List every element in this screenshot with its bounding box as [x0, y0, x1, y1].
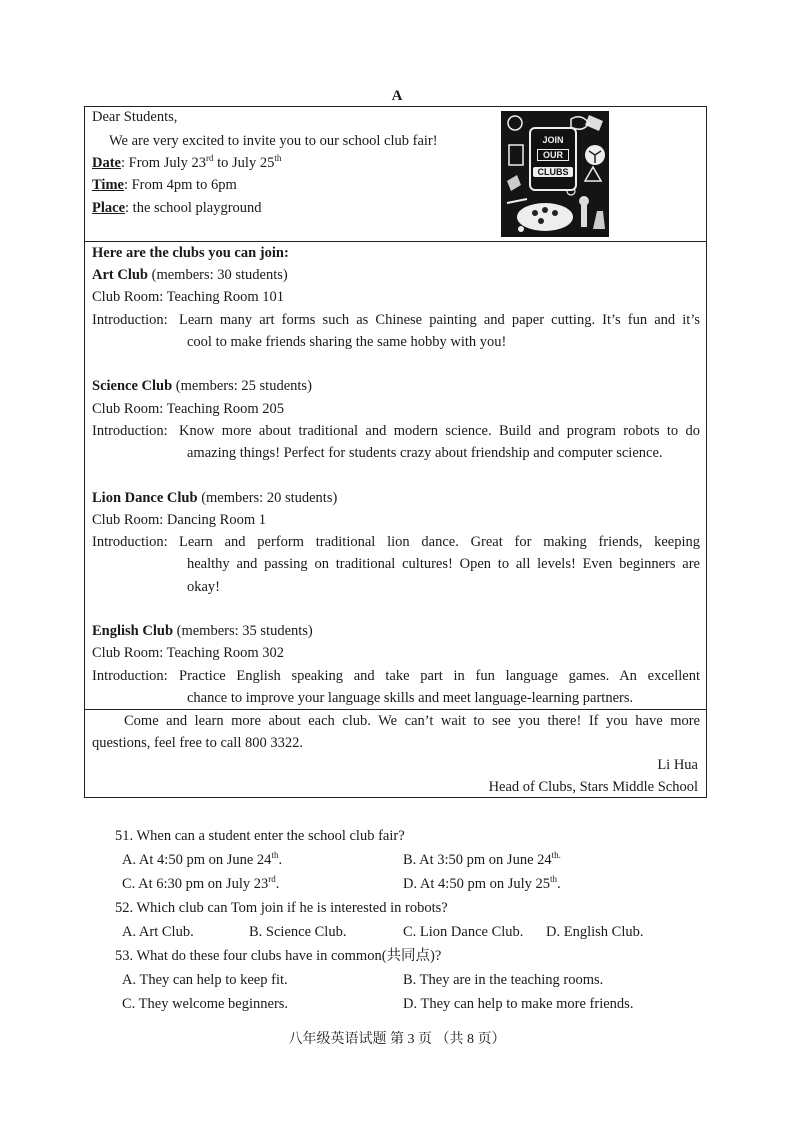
club-intro: Practice English speaking and take part in fun language games. An excellent	[179, 668, 700, 684]
poster-line2: OUR	[537, 149, 569, 161]
poster-line3: CLUBS	[533, 167, 573, 177]
club-heading-english	[92, 621, 313, 641]
page-footer: 八年级英语试题 第 3 页 （共 8 页）	[288, 1032, 506, 1047]
place-line	[92, 198, 262, 218]
date-sup-2: th	[274, 153, 282, 164]
date-sup-1: rd	[206, 153, 214, 164]
option-a: A. Art Club.	[122, 924, 194, 940]
time-line	[92, 175, 237, 195]
club-intro: chance to improve your language skills and meet language-learning partners.	[187, 690, 634, 706]
club-name: Lion Dance Club	[92, 490, 198, 506]
poster-sign	[529, 127, 577, 191]
clubs-intro: Here are the clubs you can join:	[92, 245, 289, 261]
join-our-clubs-poster	[501, 111, 609, 237]
club-members: (members: 20 students)	[197, 490, 338, 506]
option-d: D. At 4:50 pm on July 25th.	[403, 874, 561, 892]
club-members: (members: 30 students)	[148, 267, 288, 283]
club-room: Club Room: Teaching Room 302	[92, 645, 285, 661]
option-a: A. At 4:50 pm on June 24th.	[122, 850, 283, 868]
club-room: Club Room: Teaching Room 205	[92, 401, 285, 417]
date-line	[92, 153, 281, 173]
poster-line1: JOIN	[542, 135, 564, 145]
date-text: : From July 23	[121, 155, 206, 171]
option-d: D. English Club.	[546, 924, 644, 940]
closing-line2: questions, feel free to call 800 3322.	[92, 735, 303, 751]
intro-label: Introduction:	[92, 423, 168, 439]
date-label: Date	[92, 155, 121, 171]
club-name: Science Club	[92, 378, 173, 394]
club-heading-lion-dance	[92, 488, 337, 508]
option-c: C. At 6:30 pm on July 23rd.	[122, 874, 280, 892]
club-intro: Know more about traditional and modern science. Build and program robots to do	[179, 423, 700, 439]
option-c: C. Lion Dance Club.	[403, 924, 524, 940]
question-53: 53. What do these four clubs have in common(共同点)?	[115, 948, 442, 964]
club-name: English Club	[92, 623, 174, 639]
option-b: B. At 3:50 pm on June $24^{th.}$	[403, 850, 561, 868]
section-letter: A	[391, 88, 403, 104]
intro-label: Introduction:	[92, 668, 168, 684]
club-members: (members: 35 students)	[173, 623, 313, 639]
signature-title: Head of Clubs, Stars Middle School	[488, 779, 698, 795]
club-heading-science	[92, 376, 312, 396]
closing-line1: Come and learn more about each club. We can’t wait to see you there! If you have more	[124, 713, 700, 729]
club-fair-notice	[84, 106, 707, 798]
club-intro: Learn and perform traditional lion dance. Great for making friends, keeping	[179, 534, 700, 550]
greeting: Dear Students,	[92, 109, 178, 125]
intro-label: Introduction:	[92, 312, 168, 328]
club-intro: cool to make friends sharing the same hobby with you!	[187, 334, 507, 350]
club-heading-art	[92, 265, 288, 285]
time-label: Time	[92, 177, 124, 193]
option-b: B. Science Club.	[249, 924, 347, 940]
club-intro: healthy and passing on traditional cultures! Open to all levels! Even beginners are	[187, 556, 700, 572]
question-52: 52. Which club can Tom join if he is interested in robots?	[115, 900, 448, 916]
club-room: Club Room: Teaching Room 101	[92, 289, 285, 305]
divider-top	[85, 241, 706, 242]
question-51: 51. When can a student enter the school club fair?	[115, 828, 405, 844]
signature: Li Hua	[657, 757, 698, 773]
divider-bottom	[85, 709, 706, 710]
club-room: Club Room: Dancing Room 1	[92, 512, 266, 528]
intro-label: Introduction:	[92, 534, 168, 550]
club-members: (members: 25 students)	[172, 378, 312, 394]
option-d: D. They can help to make more friends.	[403, 996, 634, 1012]
date-text-2: to July 25	[213, 155, 275, 171]
club-intro: amazing things! Perfect for students crazy about friendship and computer science.	[187, 445, 663, 461]
option-b: B. They are in the teaching rooms.	[403, 972, 604, 988]
place-text: : the school playground	[125, 200, 262, 216]
club-intro: Learn many art forms such as Chinese painting and paper cutting. It’s fun and it’s	[179, 312, 700, 328]
place-label: Place	[92, 200, 126, 216]
invitation: We are very excited to invite you to our school club fair!	[109, 133, 438, 149]
club-name: Art Club	[92, 267, 148, 283]
option-c: C. They welcome beginners.	[122, 996, 289, 1012]
club-intro: okay!	[187, 579, 221, 595]
option-a: A. They can help to keep fit.	[122, 972, 288, 988]
time-text: : From 4pm to 6pm	[123, 177, 237, 193]
